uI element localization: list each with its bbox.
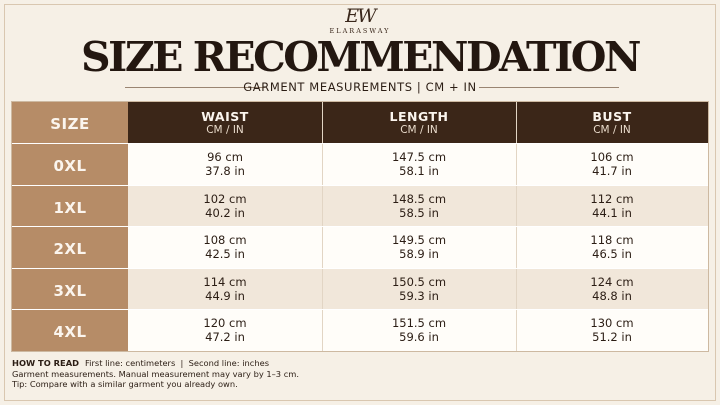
table-row xyxy=(128,310,708,351)
value-in: 48.8 in xyxy=(592,289,632,303)
value-in: 58.9 in xyxy=(399,247,439,261)
waist-cell xyxy=(128,144,322,185)
length-cell xyxy=(322,144,516,185)
waist-cell xyxy=(128,310,322,351)
row-divider xyxy=(12,268,708,269)
waist-cell xyxy=(128,227,322,268)
brand-monogram: EW xyxy=(345,5,375,27)
column-header-waist xyxy=(128,102,322,143)
waist-cell xyxy=(128,186,322,227)
value-in: 44.9 in xyxy=(205,289,245,303)
how-to-read-label: HOW TO READ xyxy=(12,358,80,368)
value-in: 42.5 in xyxy=(205,247,245,261)
value-cm: 96 cm xyxy=(207,150,243,164)
page-subtitle: GARMENT MEASUREMENTS | CM + IN xyxy=(243,80,477,94)
column-header-bust xyxy=(516,102,708,143)
value-cm: 106 cm xyxy=(590,150,634,164)
value-in: 51.2 in xyxy=(592,330,632,344)
size-label: 0XL xyxy=(53,157,87,175)
length-cell xyxy=(322,227,516,268)
reading-notes xyxy=(12,358,612,390)
value-in: 44.1 in xyxy=(592,206,632,220)
value-cm: 147.5 cm xyxy=(391,150,447,164)
size-label: 4XL xyxy=(53,323,87,341)
value-cm: 120 cm xyxy=(203,316,247,330)
value-in: 58.1 in xyxy=(399,164,439,178)
value-cm: 108 cm xyxy=(203,233,247,247)
column-label: LENGTH xyxy=(389,109,449,124)
page-title: SIZE RECOMMENDATION xyxy=(81,33,639,81)
column-label: WAIST xyxy=(201,109,249,124)
size-label: 1XL xyxy=(53,199,87,217)
table-row xyxy=(128,186,708,227)
table-row xyxy=(128,269,708,310)
value-cm: 124 cm xyxy=(590,275,634,289)
value-in: 46.5 in xyxy=(592,247,632,261)
measurement-note: Garment measurements. Manual measurement may vary by 1–3 cm. xyxy=(12,368,300,379)
length-cell xyxy=(322,269,516,310)
length-cell xyxy=(322,310,516,351)
value-cm: 150.5 cm xyxy=(391,275,447,289)
row-divider xyxy=(12,185,708,186)
row-divider xyxy=(12,143,708,144)
size-label: 3XL xyxy=(53,282,87,300)
value-in: 41.7 in xyxy=(592,164,632,178)
value-in: 59.3 in xyxy=(399,289,439,303)
bust-cell xyxy=(516,310,708,351)
column-label: BUST xyxy=(592,109,632,124)
how-to-read-text: First line: centimeters | Second line: inches xyxy=(85,358,270,368)
brand-name: ELARASWAY xyxy=(329,27,391,35)
value-in: 58.5 in xyxy=(399,206,439,220)
tip-note: Tip: Compare with a similar garment you already own. xyxy=(12,379,238,389)
table-row xyxy=(128,144,708,185)
column-units: CM / IN xyxy=(400,124,438,136)
bust-cell xyxy=(516,186,708,227)
row-divider xyxy=(12,226,708,227)
value-cm: 130 cm xyxy=(590,316,634,330)
value-cm: 148.5 cm xyxy=(391,192,447,206)
size-label: 2XL xyxy=(53,240,87,258)
value-in: 47.2 in xyxy=(205,330,245,344)
brand-logo xyxy=(0,6,720,35)
waist-cell xyxy=(128,269,322,310)
value-cm: 102 cm xyxy=(203,192,247,206)
bust-cell xyxy=(516,144,708,185)
column-units: CM / IN xyxy=(593,124,631,136)
column-header-length xyxy=(322,102,516,143)
value-in: 37.8 in xyxy=(205,164,245,178)
size-header: SIZE xyxy=(50,115,90,133)
column-units: CM / IN xyxy=(206,124,244,136)
value-in: 40.2 in xyxy=(205,206,245,220)
value-cm: 112 cm xyxy=(590,192,634,206)
table-header xyxy=(128,102,708,143)
subtitle-rule-right xyxy=(479,87,619,88)
bust-cell xyxy=(516,227,708,268)
length-cell xyxy=(322,186,516,227)
value-cm: 151.5 cm xyxy=(391,316,447,330)
size-table xyxy=(11,101,709,352)
value-cm: 114 cm xyxy=(203,275,247,289)
table-row xyxy=(128,227,708,268)
bust-cell xyxy=(516,269,708,310)
value-cm: 118 cm xyxy=(590,233,634,247)
row-divider xyxy=(12,309,708,310)
value-in: 59.6 in xyxy=(399,330,439,344)
value-cm: 149.5 cm xyxy=(391,233,447,247)
